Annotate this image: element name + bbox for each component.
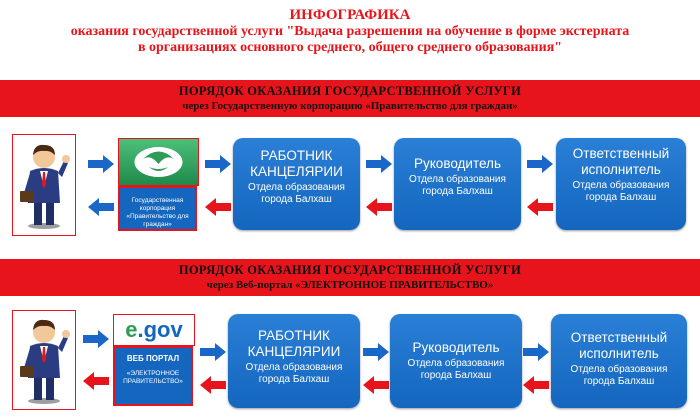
web-portal-title: ВЕБ ПОРТАЛ [126,354,180,363]
arrow-right-icon [527,155,553,173]
arrow-left-icon [363,376,389,394]
section2-band-subtitle: через Веб-портал «ЭЛЕКТРОННОЕ ПРАВИТЕЛЬСТВО» [206,279,494,291]
arrow-right-icon [205,155,231,173]
infographic-subtitle-line-2: в организациях основного среднего, общего среднего образования" [137,40,563,55]
arrow-right-icon [363,343,389,361]
executor-title: Ответственный исполнитель [570,330,668,361]
executor-title: Ответственный исполнитель [572,146,670,177]
section1-band-title: ПОРЯДОК ОКАЗАНИЯ ГОСУДАРСТВЕННОЙ УСЛУГИ [178,84,522,98]
applicant-person-1 [12,134,76,236]
head-title: Руководитель [414,156,501,171]
arrow-right-icon [366,155,392,173]
arrow-left-icon [366,198,392,216]
arrow-left-icon [527,198,553,216]
government-corporation-logo-icon [119,139,198,185]
egov-logo-icon [125,317,182,342]
egov-logo [113,314,195,346]
web-portal-caption: «ЭЛЕКТРОННОЕ ПРАВИТЕЛЬСТВО» [123,370,183,385]
egov-logo-gov: .gov [137,317,183,342]
arrow-left-icon [523,376,549,394]
head-box-2 [390,314,522,408]
office-worker-subtitle: Отдела образования города Балхаш [248,182,345,205]
section2-band [0,259,700,296]
office-worker-title: РАБОТНИК КАНЦЕЛЯРИИ [250,148,343,179]
infographic-subtitle-line-1: оказания государственной услуги "Выдача разрешения на обучение в форме экстерната [70,24,630,39]
head-subtitle: Отдела образования города Балхаш [407,358,505,381]
head-box-1 [394,138,521,230]
egov-logo-e: e [125,317,138,342]
government-corporation-caption: Государственная корпорация «Правительство для граждан» [118,186,197,231]
arrow-right-icon [88,155,114,173]
executor-subtitle: Отдела образования города Балхаш [570,364,668,387]
arrow-left-icon [200,376,226,394]
infographic-header [0,6,700,56]
executor-box-2 [551,314,687,408]
arrow-left-icon [88,198,114,216]
arrow-left-icon [205,198,231,216]
person-icon [14,313,74,407]
office-worker-box-1 [233,138,360,230]
infographic-title: ИНФОГРАФИКА [289,7,411,23]
head-subtitle: Отдела образования города Балхаш [409,174,506,197]
office-worker-box-2 [228,314,360,408]
executor-box-1 [556,138,686,230]
person-icon [14,137,74,233]
applicant-person-2 [12,310,76,410]
executor-subtitle: Отдела образования города Балхаш [572,180,670,203]
arrow-right-icon [523,343,549,361]
office-worker-title: РАБОТНИК КАНЦЕЛЯРИИ [247,328,341,359]
arrow-right-icon [200,343,226,361]
government-corporation-logo [118,138,199,186]
section2-band-title: ПОРЯДОК ОКАЗАНИЯ ГОСУДАРСТВЕННОЙ УСЛУГИ [178,263,522,277]
arrow-left-icon [83,372,109,390]
office-worker-subtitle: Отдела образования города Балхаш [245,362,343,385]
web-portal-label [113,346,193,406]
section1-band [0,80,700,117]
arrow-right-icon [83,330,109,348]
head-title: Руководитель [412,340,500,355]
section1-band-subtitle: через Государственную корпорацию «Правительство для граждан» [182,100,518,112]
